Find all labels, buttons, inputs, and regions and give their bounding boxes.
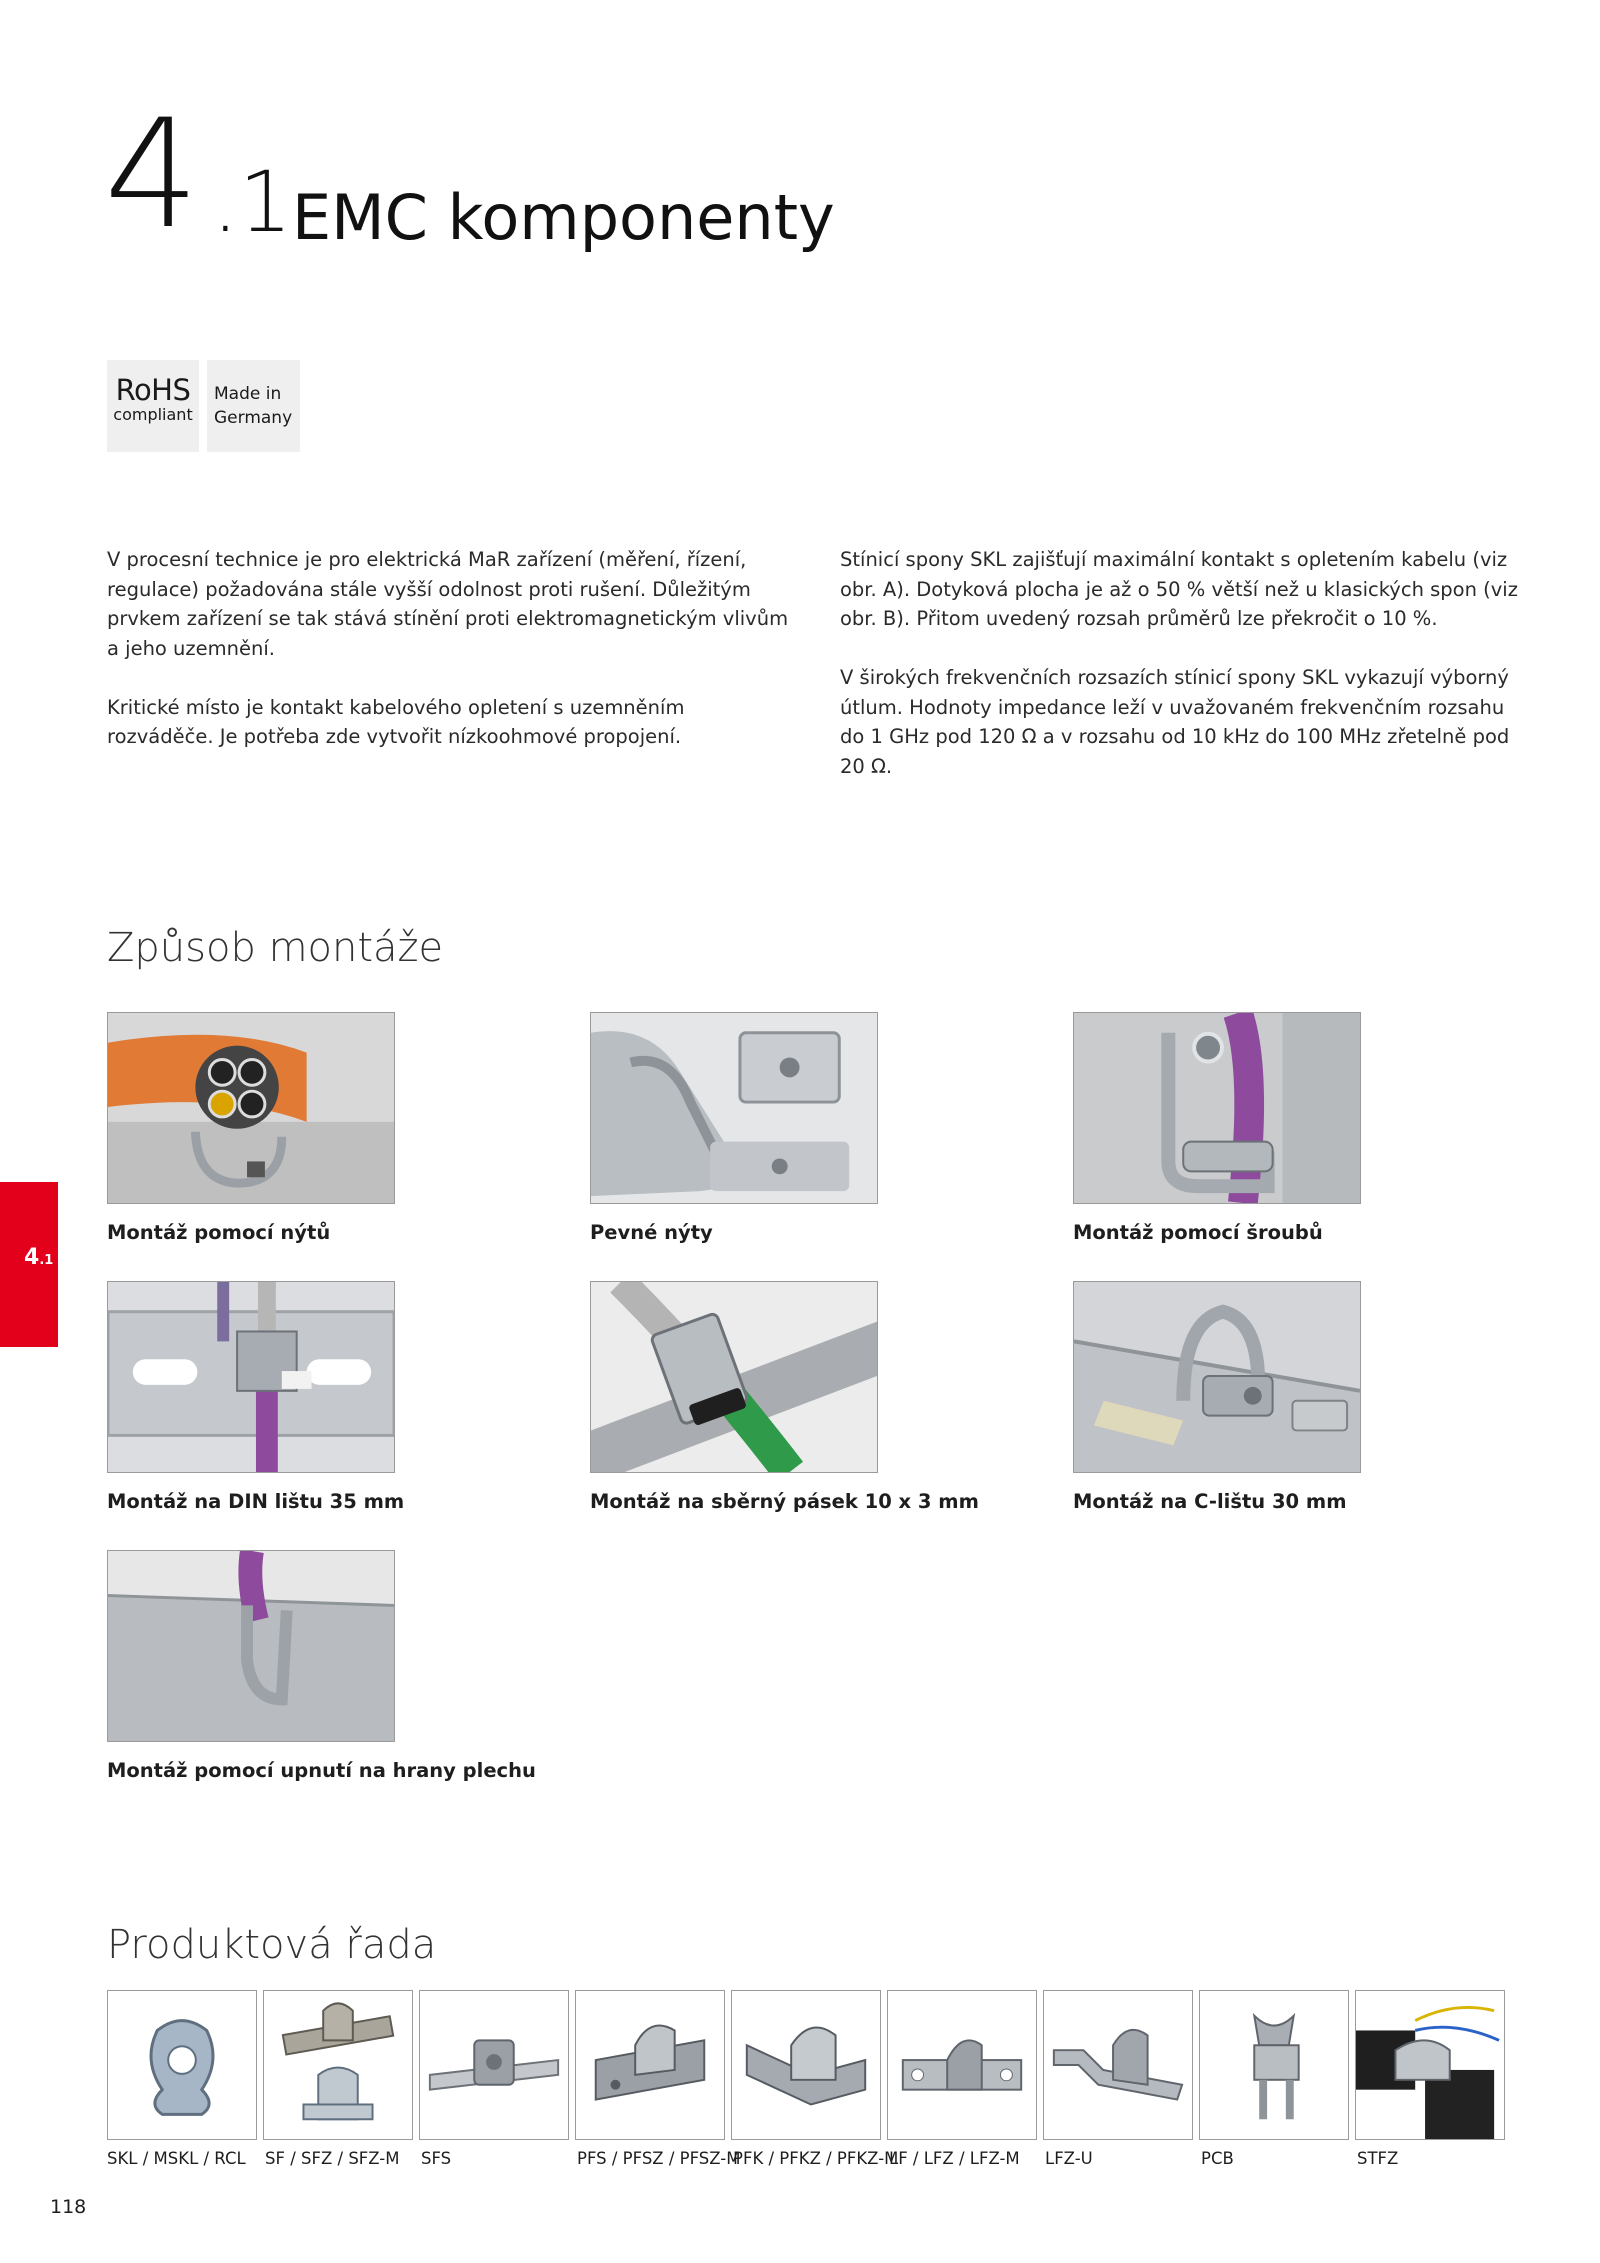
- intro-paragraph: V procesní technice je pro elektrická MaR zařízení (měření, řízení, regulace) požadována stále vyšší odolnost proti rušení. Důležitým prvkem zařízení se tak stává stínění proti elektromagnetickým vlivům a jeho uzemnění.: [107, 548, 789, 660]
- mounting-section-title: Způsob montáže: [107, 925, 444, 971]
- product-lf-image: [887, 1990, 1037, 2140]
- product-sfs-image: [419, 1990, 569, 2140]
- product-label: SF / SFZ / SFZ-M: [265, 2149, 400, 2168]
- mounting-caption: Montáž na DIN lištu 35 mm: [107, 1490, 405, 1513]
- mounting-caption: Pevné nýty: [590, 1221, 713, 1244]
- intro-paragraph: V širokých frekvenčních rozsazích stínicí spony SKL vykazují výborný útlum. Hodnoty impedance leží v uvažovaném frekvenčním rozsahu do 1 GHz pod 120 Ω a v rozsahu od 10 kHz do 100 MHz zřetelně pod 20 Ω.: [840, 666, 1510, 778]
- intro-paragraph: Kritické místo je kontakt kabelového opletení s uzemněním rozváděče. Je potřeba zde vytvořit nízkoohmové propojení.: [107, 695, 685, 748]
- page-number: 118: [50, 2196, 87, 2218]
- rohs-badge-subtitle: compliant: [113, 405, 193, 424]
- din-rail-mounting-photo: [107, 1281, 395, 1473]
- screw-mounting-photo: [1073, 1012, 1361, 1204]
- mounting-caption: Montáž na sběrný pásek 10 x 3 mm: [590, 1490, 979, 1513]
- rivet-mounting-photo: [107, 1012, 395, 1204]
- product-label: PCB: [1201, 2149, 1234, 2168]
- chapter-number: 4: [104, 88, 194, 262]
- product-label: PFS / PFSZ / PFSZ-M: [577, 2149, 741, 2168]
- product-pcb-image: [1199, 1990, 1349, 2140]
- busbar-mounting-photo: [590, 1281, 878, 1473]
- product-stfz-image: [1355, 1990, 1505, 2140]
- product-lfz-u-image: [1043, 1990, 1193, 2140]
- mounting-caption: Montáž pomocí nýtů: [107, 1221, 331, 1244]
- fixed-rivets-photo: [590, 1012, 878, 1204]
- mounting-caption: Montáž na C-lištu 30 mm: [1073, 1490, 1347, 1513]
- page-title: EMC komponenty: [292, 181, 835, 254]
- made-in-germany-badge: [207, 360, 300, 452]
- product-pfk-image: [731, 1990, 881, 2140]
- intro-left-column: [107, 545, 797, 781]
- mounting-caption: Montáž pomocí šroubů: [1073, 1221, 1323, 1244]
- chapter-side-tab: [0, 1182, 58, 1347]
- mounting-caption: Montáž pomocí upnutí na hrany plechu: [107, 1759, 536, 1782]
- germany-badge-line2: Germany: [214, 408, 293, 429]
- sheet-edge-mounting-photo: [107, 1550, 395, 1742]
- product-label: LF / LFZ / LFZ-M: [889, 2149, 1020, 2168]
- germany-badge-line1: Made in: [214, 384, 282, 404]
- product-pfs-image: [575, 1990, 725, 2140]
- chapter-side-tab-label: 4.1: [24, 1245, 54, 1270]
- product-label: SFS: [421, 2149, 452, 2168]
- product-range-title: Produktová řada: [107, 1922, 437, 1968]
- product-label: SKL / MSKL / RCL: [107, 2149, 246, 2168]
- product-sf-image: [263, 1990, 413, 2140]
- intro-paragraph: Stínicí spony SKL zajišťují maximální kontakt s opletením kabelu (viz obr. A). Dotyková plocha je až o 50 % větší než u klasických spon (viz obr. B). Přitom uvedený rozsah průměrů lze překročit o 10 %.: [840, 548, 1518, 630]
- product-label: STFZ: [1357, 2149, 1399, 2168]
- rohs-badge: [107, 360, 199, 452]
- chapter-subnumber: .1: [212, 153, 293, 251]
- intro-right-column: [840, 545, 1520, 811]
- c-rail-mounting-photo: [1073, 1281, 1361, 1473]
- product-label: PFK / PFKZ / PFKZ-M: [733, 2149, 899, 2168]
- rohs-badge-title: RoHS: [115, 373, 191, 407]
- product-skl-image: [107, 1990, 257, 2140]
- product-label: LFZ-U: [1045, 2149, 1093, 2168]
